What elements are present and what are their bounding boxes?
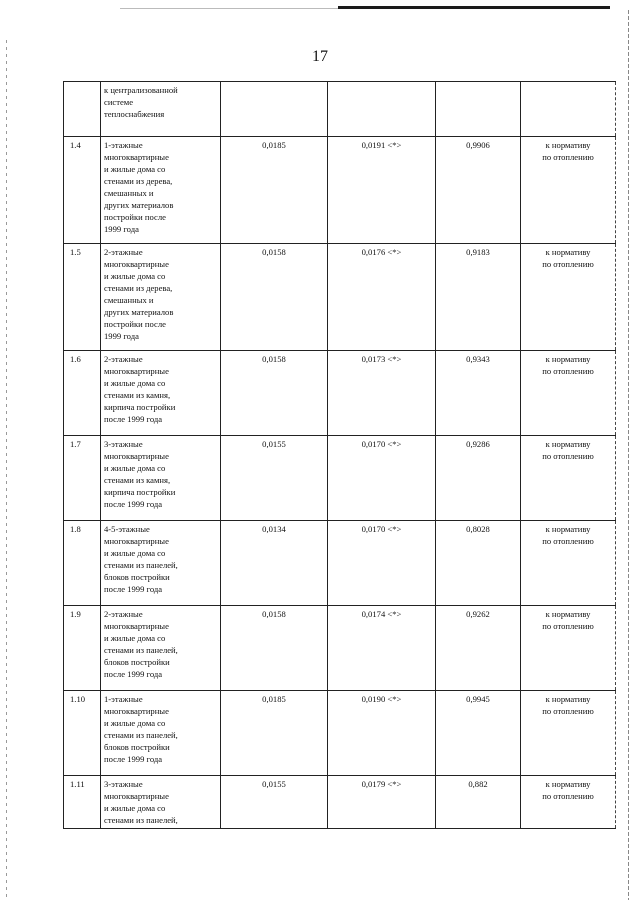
description-line: многоквартирные <box>104 621 169 631</box>
description-line: кирпича постройки <box>104 487 176 497</box>
description-line: 1999 года <box>104 331 139 341</box>
description-line: после 1999 года <box>104 669 163 679</box>
description-line: стенами из панелей, <box>104 730 178 740</box>
note-line: по отоплению <box>542 152 594 162</box>
row-description <box>101 244 221 351</box>
value-column-1: 0,0158 <box>221 244 328 351</box>
note-line: к нормативу <box>545 694 591 704</box>
description-line: 4-5-этажные <box>104 524 150 534</box>
note-line: к нормативу <box>545 439 591 449</box>
note-cell <box>521 351 616 436</box>
value-column-3: 0,9343 <box>436 351 521 436</box>
row-description <box>101 436 221 521</box>
description-line: после 1999 года <box>104 414 163 424</box>
value-column-3: 0,9286 <box>436 436 521 521</box>
row-number <box>64 82 101 137</box>
note-line: по отоплению <box>542 791 594 801</box>
table-row <box>64 521 616 606</box>
description-line: 2-этажные <box>104 354 143 364</box>
value-column-3 <box>436 82 521 137</box>
description-line: стенами из камня, <box>104 390 171 400</box>
value-column-2: 0,0170 <*> <box>328 436 436 521</box>
note-cell <box>521 436 616 521</box>
description-line: 1-этажные <box>104 694 143 704</box>
description-line: системе <box>104 97 134 107</box>
description-line: блоков постройки <box>104 657 170 667</box>
value-column-2: 0,0170 <*> <box>328 521 436 606</box>
description-line: других материалов <box>104 200 174 210</box>
description-line: стенами из панелей, <box>104 560 178 570</box>
note-line: по отоплению <box>542 366 594 376</box>
description-line: многоквартирные <box>104 536 169 546</box>
note-cell <box>521 521 616 606</box>
description-line: блоков постройки <box>104 572 170 582</box>
row-description <box>101 137 221 244</box>
description-line: 2-этажные <box>104 247 143 257</box>
value-column-1: 0,0155 <box>221 436 328 521</box>
description-line: и жилые дома со <box>104 718 166 728</box>
description-line: постройки после <box>104 319 166 329</box>
row-number: 1.10 <box>64 691 101 776</box>
description-line: блоков постройки <box>104 742 170 752</box>
table-row <box>64 436 616 521</box>
description-line: стенами из дерева, <box>104 283 173 293</box>
description-line: 3-этажные <box>104 439 143 449</box>
note-line: к нормативу <box>545 247 591 257</box>
note-cell <box>521 244 616 351</box>
note-line: к нормативу <box>545 609 591 619</box>
table-row <box>64 691 616 776</box>
description-line: и жилые дома со <box>104 378 166 388</box>
note-line: по отоплению <box>542 621 594 631</box>
scan-edge-right <box>628 10 629 900</box>
description-line: и жилые дома со <box>104 463 166 473</box>
value-column-1: 0,0185 <box>221 137 328 244</box>
table-row <box>64 137 616 244</box>
description-line: стенами из дерева, <box>104 176 173 186</box>
row-description <box>101 776 221 829</box>
row-description <box>101 351 221 436</box>
description-line: многоквартирные <box>104 259 169 269</box>
table-row-continuation <box>64 82 616 137</box>
note-line: по отоплению <box>542 706 594 716</box>
description-line: после 1999 года <box>104 499 163 509</box>
note-line: по отоплению <box>542 259 594 269</box>
scan-edge-thin <box>120 8 340 9</box>
value-column-2: 0,0179 <*> <box>328 776 436 829</box>
row-number: 1.6 <box>64 351 101 436</box>
note-line: по отоплению <box>542 536 594 546</box>
note-cell <box>521 82 616 137</box>
description-line: и жилые дома со <box>104 633 166 643</box>
value-column-1: 0,0158 <box>221 351 328 436</box>
page-number: 17 <box>312 48 328 65</box>
value-column-2: 0,0174 <*> <box>328 606 436 691</box>
description-line: постройки после <box>104 212 166 222</box>
description-line: и жилые дома со <box>104 548 166 558</box>
value-column-2: 0,0173 <*> <box>328 351 436 436</box>
description-line: и жилые дома со <box>104 803 166 813</box>
table-row <box>64 244 616 351</box>
description-line: теплоснабжения <box>104 109 165 119</box>
value-column-1: 0,0185 <box>221 691 328 776</box>
row-description <box>101 691 221 776</box>
note-line: к нормативу <box>545 140 591 150</box>
description-line: 1-этажные <box>104 140 143 150</box>
value-column-2: 0,0190 <*> <box>328 691 436 776</box>
row-description <box>101 82 221 137</box>
description-line: стенами из панелей, <box>104 645 178 655</box>
row-number: 1.11 <box>64 776 101 829</box>
value-column-1: 0,0134 <box>221 521 328 606</box>
description-line: после 1999 года <box>104 754 163 764</box>
row-number: 1.8 <box>64 521 101 606</box>
note-line: к нормативу <box>545 524 591 534</box>
description-line: кирпича постройки <box>104 402 176 412</box>
value-column-2 <box>328 82 436 137</box>
value-column-1 <box>221 82 328 137</box>
description-line: многоквартирные <box>104 152 169 162</box>
value-column-1: 0,0158 <box>221 606 328 691</box>
description-line: и жилые дома со <box>104 271 166 281</box>
description-line: стенами из панелей, <box>104 815 178 825</box>
description-line: многоквартирные <box>104 366 169 376</box>
value-column-3: 0,9262 <box>436 606 521 691</box>
value-column-3: 0,9906 <box>436 137 521 244</box>
scan-edge-left <box>6 40 7 900</box>
value-column-2: 0,0176 <*> <box>328 244 436 351</box>
description-line: к централизованной <box>104 85 178 95</box>
note-cell <box>521 691 616 776</box>
scan-edge-top <box>338 6 610 9</box>
description-line: многоквартирные <box>104 451 169 461</box>
table-row <box>64 776 616 829</box>
row-number: 1.4 <box>64 137 101 244</box>
description-line: и жилые дома со <box>104 164 166 174</box>
description-line: смешанных и <box>104 295 154 305</box>
coefficients-table <box>63 81 616 829</box>
table-row <box>64 351 616 436</box>
value-column-3: 0,8028 <box>436 521 521 606</box>
row-number: 1.7 <box>64 436 101 521</box>
description-line: 1999 года <box>104 224 139 234</box>
description-line: смешанных и <box>104 188 154 198</box>
description-line: других материалов <box>104 307 174 317</box>
note-line: к нормативу <box>545 779 591 789</box>
note-cell <box>521 137 616 244</box>
row-description <box>101 521 221 606</box>
description-line: 3-этажные <box>104 779 143 789</box>
row-number: 1.5 <box>64 244 101 351</box>
value-column-1: 0,0155 <box>221 776 328 829</box>
description-line: 2-этажные <box>104 609 143 619</box>
description-line: многоквартирные <box>104 791 169 801</box>
value-column-3: 0,9945 <box>436 691 521 776</box>
description-line: стенами из камня, <box>104 475 171 485</box>
description-line: многоквартирные <box>104 706 169 716</box>
row-description <box>101 606 221 691</box>
note-line: к нормативу <box>545 354 591 364</box>
row-number: 1.9 <box>64 606 101 691</box>
note-line: по отоплению <box>542 451 594 461</box>
value-column-3: 0,9183 <box>436 244 521 351</box>
value-column-2: 0,0191 <*> <box>328 137 436 244</box>
note-cell <box>521 776 616 829</box>
value-column-3: 0,882 <box>436 776 521 829</box>
table-row <box>64 606 616 691</box>
note-cell <box>521 606 616 691</box>
description-line: после 1999 года <box>104 584 163 594</box>
